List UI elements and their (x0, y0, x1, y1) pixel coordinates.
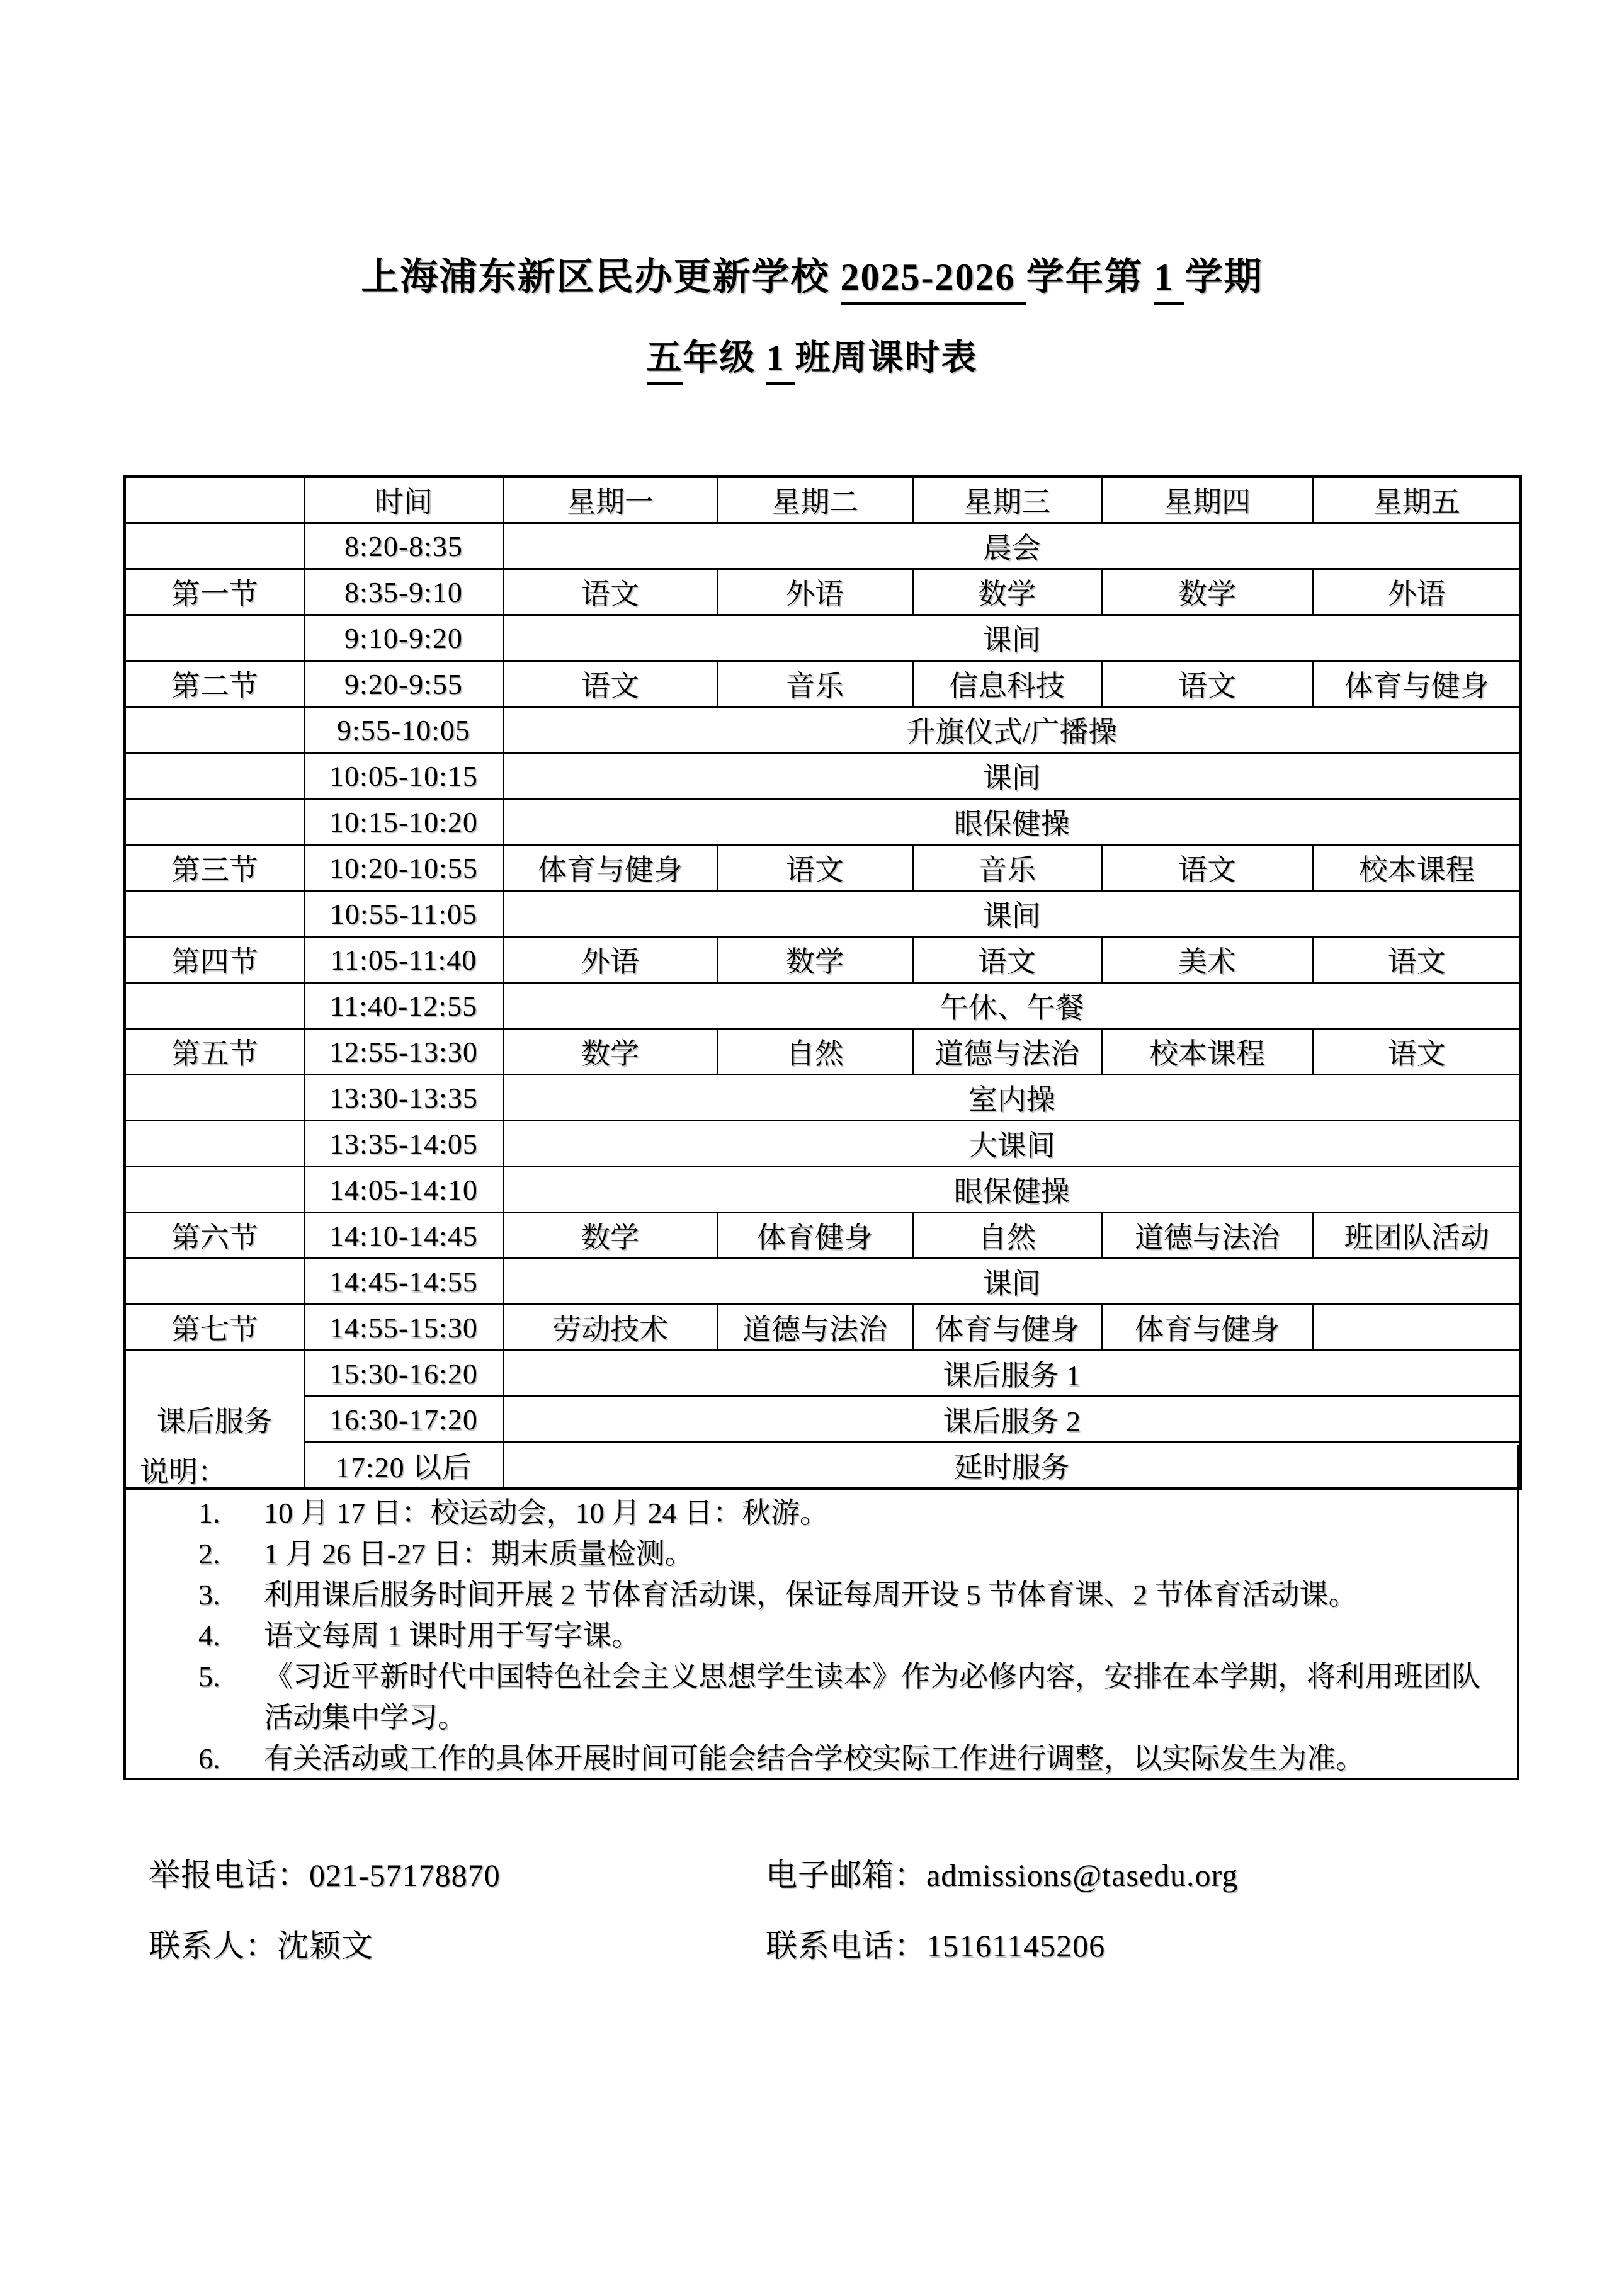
period-cell (125, 707, 304, 753)
merged-activity-cell: 课间 (503, 753, 1521, 799)
note-number: 3. (198, 1579, 220, 1611)
document-title (0, 0, 1624, 301)
period-cell (125, 799, 304, 845)
period-cell: 第六节 (125, 1213, 304, 1259)
note-item (140, 1492, 1502, 1533)
time-cell: 11:05-11:40 (304, 937, 503, 983)
contact-section (149, 1850, 1238, 1991)
period-cell (125, 1167, 304, 1213)
table-row (125, 1259, 1521, 1305)
document-subtitle (0, 330, 1624, 380)
table-row (125, 1351, 1521, 1397)
period-cell: 第五节 (125, 1029, 304, 1075)
time-cell: 14:55-15:30 (304, 1305, 503, 1351)
day-header-cell: 星期一 (503, 477, 717, 523)
subject-cell: 自然 (717, 1029, 912, 1075)
note-item (140, 1615, 1502, 1656)
time-cell: 11:40-12:55 (304, 983, 503, 1029)
note-number: 2. (198, 1538, 220, 1570)
subject-cell: 数学 (503, 1029, 717, 1075)
note-item (140, 1656, 1502, 1738)
subject-cell (1313, 1305, 1521, 1351)
table-row (125, 661, 1521, 707)
subject-cell: 数学 (717, 937, 912, 983)
subject-cell: 数学 (503, 1213, 717, 1259)
subject-cell: 语文 (717, 845, 912, 891)
merged-activity-cell: 升旗仪式/广播操 (503, 707, 1521, 753)
period-cell (125, 615, 304, 661)
time-cell: 9:10-9:20 (304, 615, 503, 661)
title-text-2: 学年第 (1026, 256, 1154, 298)
table-row (125, 1029, 1521, 1075)
table-row (125, 753, 1521, 799)
merged-activity-cell: 室内操 (503, 1075, 1521, 1121)
time-cell: 10:15-10:20 (304, 799, 503, 845)
time-cell: 10:20-10:55 (304, 845, 503, 891)
day-header-cell: 星期三 (912, 477, 1101, 523)
table-row (125, 937, 1521, 983)
time-cell: 9:20-9:55 (304, 661, 503, 707)
subject-cell: 信息科技 (912, 661, 1101, 707)
table-row (125, 523, 1521, 569)
subject-cell: 道德与法治 (717, 1305, 912, 1351)
subject-cell: 自然 (912, 1213, 1101, 1259)
time-cell: 14:45-14:55 (304, 1259, 503, 1305)
table-row (125, 1121, 1521, 1167)
subtitle-text-2: 班周课时表 (795, 339, 978, 378)
table-row (125, 569, 1521, 615)
contact-row (149, 1921, 1238, 1966)
report-phone: 举报电话：021-57178870 (149, 1858, 501, 1893)
note-text: 10 月 17 日：校运动会，10 月 24 日：秋游。 (264, 1497, 829, 1529)
note-item (140, 1738, 1502, 1779)
day-header-cell: 星期二 (717, 477, 912, 523)
table-row (125, 707, 1521, 753)
note-number: 1. (198, 1497, 220, 1529)
time-cell: 8:35-9:10 (304, 569, 503, 615)
subject-cell: 语文 (912, 937, 1101, 983)
subject-cell: 校本课程 (1101, 1029, 1313, 1075)
time-cell: 14:05-14:10 (304, 1167, 503, 1213)
time-cell: 15:30-16:20 (304, 1351, 503, 1397)
note-text: 语文每周 1 课时用于写字课。 (264, 1620, 640, 1652)
subject-cell: 体育与健身 (1101, 1305, 1313, 1351)
period-cell (125, 753, 304, 799)
subject-cell: 语文 (503, 569, 717, 615)
title-underlined-year: 2025-2026 (841, 256, 1026, 305)
time-cell: 16:30-17:20 (304, 1397, 503, 1443)
note-item (140, 1533, 1502, 1574)
note-text: 《习近平新时代中国特色社会主义思想学生读本》作为必修内容，安排在本学期，将利用班团队活动集中学习。 (264, 1660, 1480, 1734)
table-row (125, 1075, 1521, 1121)
subject-cell: 语文 (503, 661, 717, 707)
period-cell (125, 983, 304, 1029)
subject-cell: 数学 (912, 569, 1101, 615)
subject-cell: 道德与法治 (1101, 1213, 1313, 1259)
subject-cell: 班团队活动 (1313, 1213, 1521, 1259)
subject-cell: 道德与法治 (912, 1029, 1101, 1075)
subject-cell: 体育与健身 (503, 845, 717, 891)
period-cell (125, 891, 304, 937)
table-row (125, 1397, 1521, 1443)
table-row (125, 983, 1521, 1029)
period-cell: 第一节 (125, 569, 304, 615)
subject-cell: 体育健身 (717, 1213, 912, 1259)
notes-heading: 说明： (140, 1456, 227, 1488)
period-cell: 第三节 (125, 845, 304, 891)
subtitle-underlined-class: 1 (766, 339, 795, 385)
table-row (125, 799, 1521, 845)
time-header-cell: 时间 (304, 477, 503, 523)
period-cell (125, 523, 304, 569)
merged-activity-cell: 大课间 (503, 1121, 1521, 1167)
title-underlined-term: 1 (1154, 256, 1184, 305)
day-header-cell: 星期五 (1313, 477, 1521, 523)
subject-cell: 语文 (1313, 1029, 1521, 1075)
period-cell: 第二节 (125, 661, 304, 707)
period-cell (125, 1075, 304, 1121)
time-cell: 12:55-13:30 (304, 1029, 503, 1075)
note-text: 有关活动或工作的具体开展时间可能会结合学校实际工作进行调整，以实际发生为准。 (264, 1742, 1365, 1774)
subject-cell: 体育与健身 (912, 1305, 1101, 1351)
merged-activity-cell: 课后服务 1 (503, 1351, 1521, 1397)
subject-cell: 体育与健身 (1313, 661, 1521, 707)
subject-cell: 语文 (1101, 661, 1313, 707)
subject-cell: 语文 (1101, 845, 1313, 891)
merged-activity-cell: 课间 (503, 1259, 1521, 1305)
time-cell: 14:10-14:45 (304, 1213, 503, 1259)
period-cell (125, 1259, 304, 1305)
note-item (140, 1574, 1502, 1615)
contact-person: 联系人：沈颖文 (149, 1928, 373, 1963)
merged-activity-cell: 课后服务 2 (503, 1397, 1521, 1443)
table-row (125, 1305, 1521, 1351)
subject-cell: 美术 (1101, 937, 1313, 983)
table-row (125, 1167, 1521, 1213)
title-text-1: 上海浦东新区民办更新学校 (361, 256, 841, 298)
time-cell: 10:55-11:05 (304, 891, 503, 937)
subtitle-underlined-grade: 五 (647, 339, 683, 385)
merged-activity-cell: 课间 (503, 615, 1521, 661)
corner-cell (125, 477, 304, 523)
contact-phone: 联系电话：15161145206 (766, 1928, 1106, 1963)
table-row (125, 845, 1521, 891)
subject-cell: 音乐 (912, 845, 1101, 891)
subject-cell: 外语 (717, 569, 912, 615)
period-cell: 课后服务 (125, 1351, 304, 1489)
table-row (125, 891, 1521, 937)
subtitle-text-1: 年级 (683, 339, 766, 378)
merged-activity-cell: 延时服务 (503, 1443, 1521, 1489)
time-cell: 13:35-14:05 (304, 1121, 503, 1167)
note-text: 利用课后服务时间开展 2 节体育活动课，保证每周开设 5 节体育课、2 节体育活动课。 (264, 1579, 1358, 1611)
subject-cell: 数学 (1101, 569, 1313, 615)
note-number: 5. (198, 1660, 220, 1693)
period-cell: 第四节 (125, 937, 304, 983)
merged-activity-cell: 晨会 (503, 523, 1521, 569)
merged-activity-cell: 午休、午餐 (503, 983, 1521, 1029)
subject-cell: 语文 (1313, 937, 1521, 983)
table-row (125, 1213, 1521, 1259)
merged-activity-cell: 眼保健操 (503, 799, 1521, 845)
time-cell: 17:20 以后 (304, 1443, 503, 1489)
merged-activity-cell: 课间 (503, 891, 1521, 937)
subject-cell: 外语 (503, 937, 717, 983)
note-text: 1 月 26 日-27 日：期末质量检测。 (264, 1538, 694, 1570)
timetable-header-row (125, 477, 1521, 523)
note-number: 4. (198, 1620, 220, 1652)
time-cell: 8:20-8:35 (304, 523, 503, 569)
period-cell (125, 1121, 304, 1167)
day-header-cell: 星期四 (1101, 477, 1313, 523)
table-row (125, 615, 1521, 661)
contact-email: 电子邮箱：admissions@tasedu.org (766, 1858, 1239, 1893)
note-number: 6. (198, 1742, 220, 1774)
contact-row (149, 1850, 1238, 1895)
subject-cell: 音乐 (717, 661, 912, 707)
time-cell: 13:30-13:35 (304, 1075, 503, 1121)
notes-section (123, 1445, 1519, 1780)
merged-activity-cell: 眼保健操 (503, 1167, 1521, 1213)
subject-cell: 外语 (1313, 569, 1521, 615)
time-cell: 10:05-10:15 (304, 753, 503, 799)
period-cell: 第七节 (125, 1305, 304, 1351)
subject-cell: 校本课程 (1313, 845, 1521, 891)
weekly-timetable (123, 475, 1522, 1490)
title-text-3: 学期 (1184, 256, 1263, 298)
time-cell: 9:55-10:05 (304, 707, 503, 753)
subject-cell: 劳动技术 (503, 1305, 717, 1351)
